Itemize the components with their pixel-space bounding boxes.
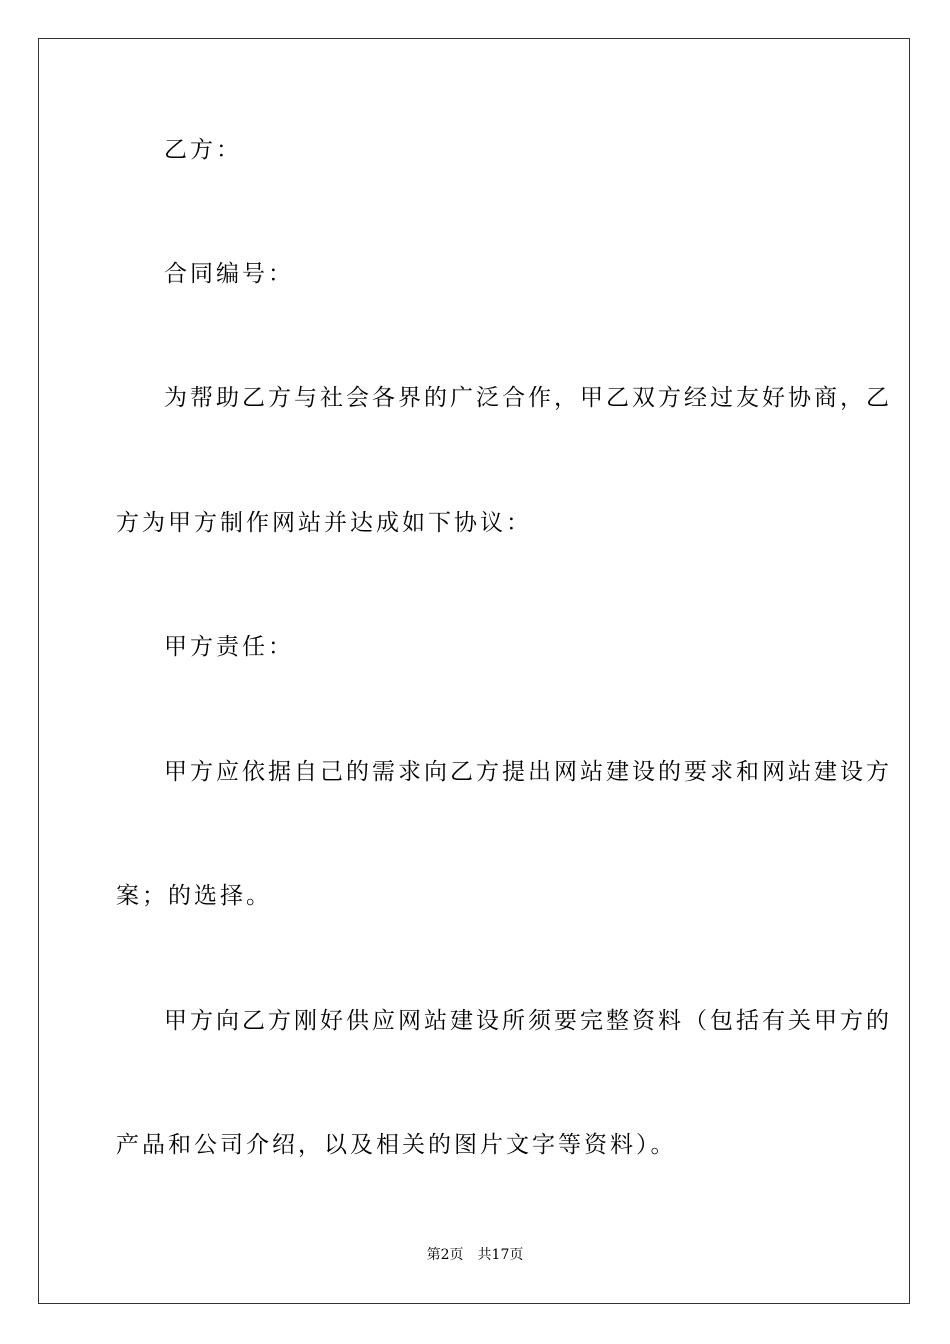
page-frame — [38, 38, 910, 1304]
duty-2-line-2: 产品和公司介绍，以及相关的图片文字等资料）。 — [116, 1132, 677, 1158]
duty-2-line-1: 甲方向乙方刚好供应网站建设所须要完整资料（包括有关甲方的 — [164, 1008, 892, 1034]
page-footer — [0, 1246, 950, 1264]
party-b-label: 乙方： — [164, 137, 242, 163]
page-total: 共17页 — [477, 1247, 524, 1263]
contract-number-label: 合同编号： — [164, 261, 294, 287]
duty-1-line-1: 甲方应依据自己的需求向乙方提出网站建设的要求和网站建设方 — [164, 759, 892, 785]
duty-1-line-2: 案；的选择。 — [116, 883, 272, 909]
intro-paragraph-line-1: 为帮助乙方与社会各界的广泛合作，甲乙双方经过友好协商，乙 — [164, 385, 892, 411]
page-number: 第2页 — [426, 1247, 464, 1263]
party-a-duties-heading: 甲方责任： — [164, 634, 294, 660]
intro-paragraph-line-2: 方为甲方制作网站并达成如下协议： — [116, 510, 532, 536]
